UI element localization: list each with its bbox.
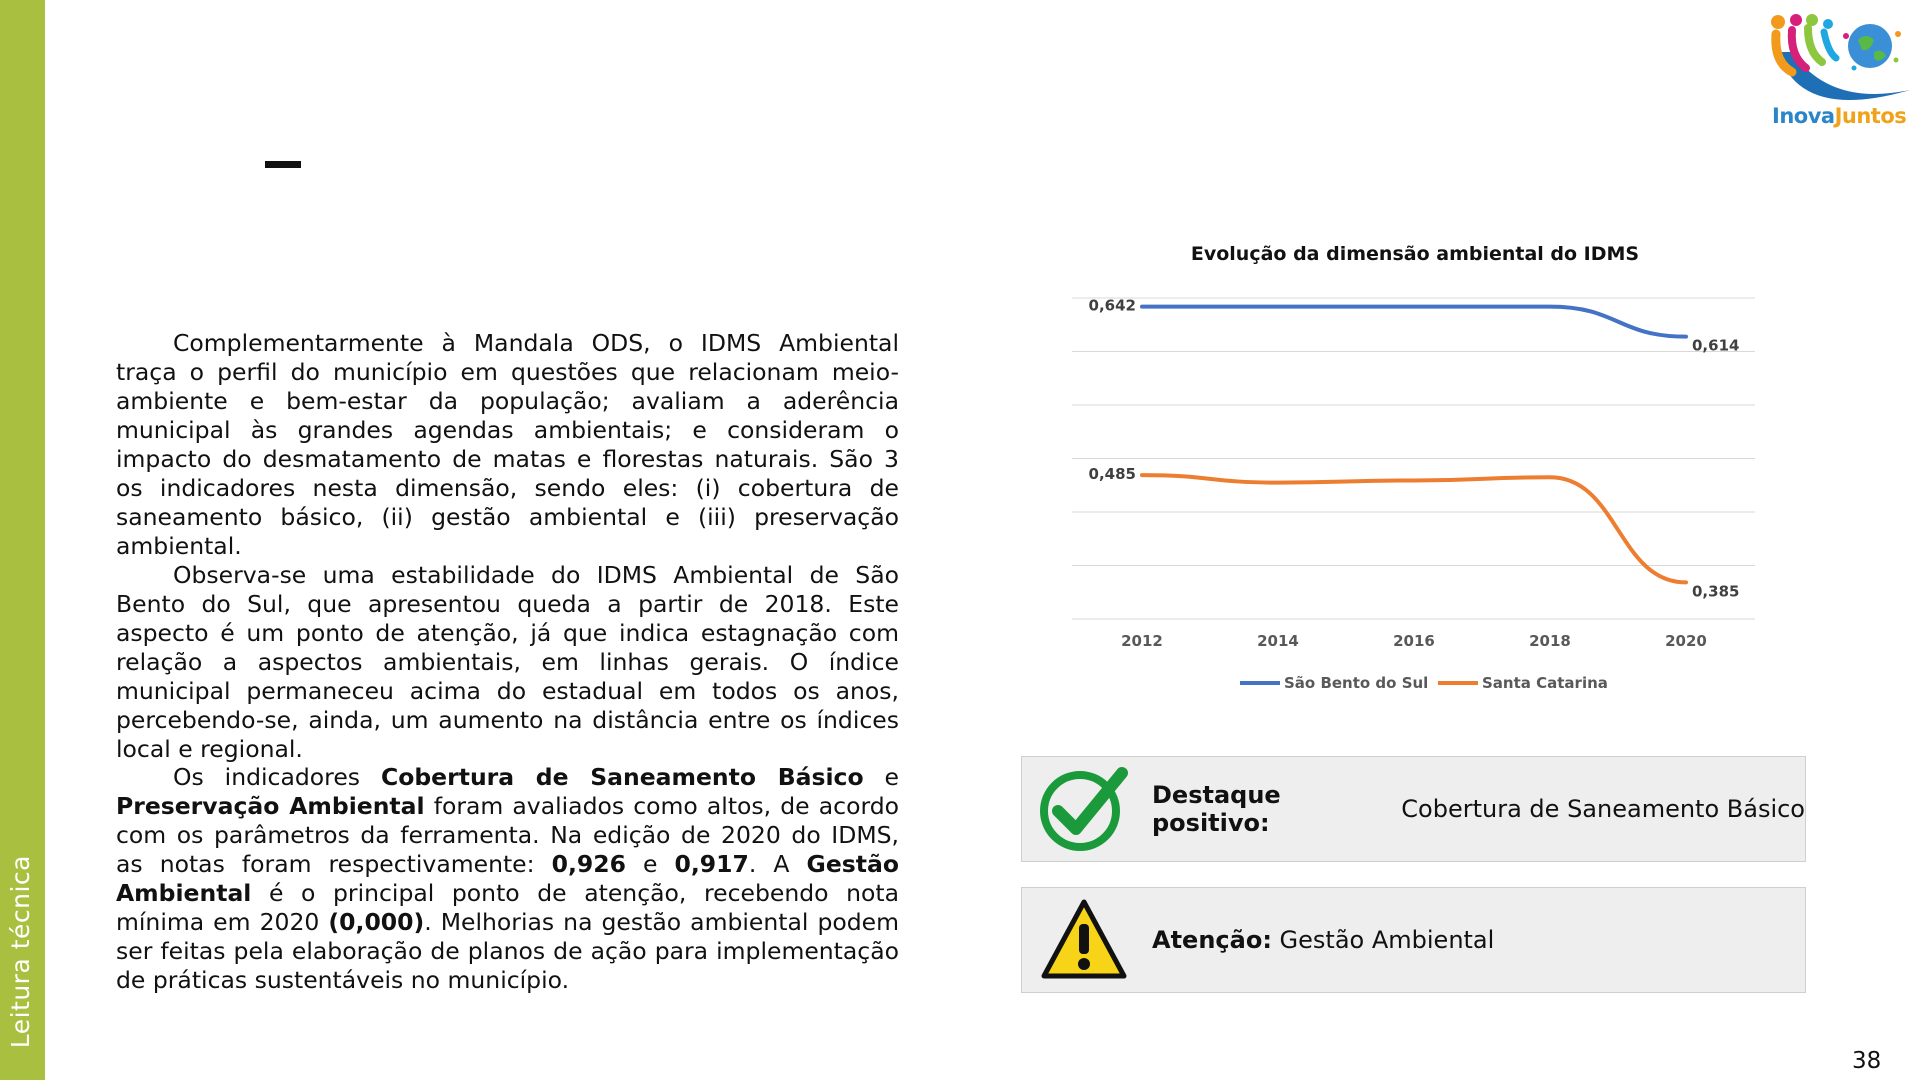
warning-icon [1038, 896, 1130, 984]
bold-span: 0,926 [551, 850, 626, 878]
attention-box [1021, 887, 1806, 993]
bold-span: Gestão Ambiental [116, 850, 899, 907]
series-line-0 [1142, 307, 1686, 337]
sidebar [0, 0, 45, 1080]
legend-label-0: São Bento do Sul [1284, 674, 1429, 692]
sidebar-label: Leitura técnica [6, 854, 35, 1048]
logo-graphic [1770, 12, 1918, 112]
text-span: e [625, 850, 675, 878]
positive-highlight-label: Destaque positivo: [1152, 781, 1281, 837]
series-line-1 [1142, 475, 1686, 582]
text-span: Os indicadores [173, 763, 381, 791]
paragraph-indicators [116, 763, 899, 995]
x-tick-label: 2012 [1121, 632, 1163, 650]
text-span: é o principal ponto de atenção, recebendo nota mínima em 2020 [116, 879, 899, 936]
bold-span: Cobertura de Saneamento Básico [380, 763, 864, 791]
paragraph-intro [116, 329, 899, 561]
chart-svg [1050, 230, 1770, 700]
logo-text [1772, 104, 1906, 128]
positive-highlight-value: Cobertura de Saneamento Básico [1393, 795, 1805, 823]
text-span: . A [748, 850, 807, 878]
bold-span: Preservação Ambiental [116, 792, 425, 820]
chart-title: Evolução da dimensão ambiental do IDMS [1190, 243, 1640, 265]
idms-chart [1050, 230, 1770, 700]
x-tick-label: 2016 [1393, 632, 1435, 650]
paragraph-observation-text: Observa-se uma estabilidade do IDMS Ambiental de São Bento do Sul, que apresentou queda a partir de 2018. Este aspecto é um ponto de atenção, já que indica estagnação com relação a aspectos ambientais, em linhas gerais. O índice municipal permaneceu acima do estadual em todos os anos, percebendo-se, ainda, um aumento na distância entre os índices local e regional. [116, 561, 899, 763]
attention-text [1152, 888, 1494, 992]
positive-highlight-text [1152, 757, 1805, 861]
logo-text-part2: Juntos [1834, 104, 1907, 128]
check-icon [1038, 765, 1130, 853]
paragraph-observation [116, 561, 899, 764]
paragraph-indicators-text [116, 763, 899, 995]
page-number: 38 [1852, 1048, 1882, 1074]
text-span: . Melhorias na gestão ambiental podem ser feitas pela elaboração de planos de ação para implementação de práticas sustentáveis no município. [116, 908, 900, 994]
data-label: 0,485 [1088, 465, 1136, 484]
x-tick-label: 2014 [1257, 632, 1299, 650]
x-tick-label: 2018 [1529, 632, 1571, 650]
legend-label-1: Santa Catarina [1482, 674, 1608, 692]
bold-span: (0,000) [328, 908, 425, 936]
data-label: 0,642 [1088, 296, 1136, 315]
paragraph-intro-text: Complementarmente à Mandala ODS, o IDMS Ambiental traça o perfil do município em questões que relacionam meio-ambiente e bem-estar da população; avaliam a aderência municipal às grandes agendas ambientais; e consideram o impacto do desmatamento de matas e florestas naturais. São 3 os indicadores nesta dimensão, sendo eles: (i) cobertura de saneamento básico, (ii) gestão ambiental e (iii) preservação ambiental. [116, 329, 899, 560]
positive-highlight-box [1021, 756, 1806, 862]
text-span: e [863, 763, 899, 791]
bold-span: 0,917 [674, 850, 749, 878]
x-tick-label: 2020 [1665, 632, 1707, 650]
title-dash [265, 161, 301, 168]
text-span: foram avaliados como altos, de acordo com os parâmetros da ferramenta. Na edição de 2020 do IDMS, as notas foram respectivamente: [116, 792, 899, 878]
attention-label: Atenção: [1152, 926, 1272, 954]
logo-text-part1: Inova [1772, 104, 1835, 128]
data-label: 0,614 [1692, 336, 1740, 355]
attention-value: Gestão Ambiental [1271, 926, 1495, 954]
data-label: 0,385 [1692, 582, 1740, 601]
